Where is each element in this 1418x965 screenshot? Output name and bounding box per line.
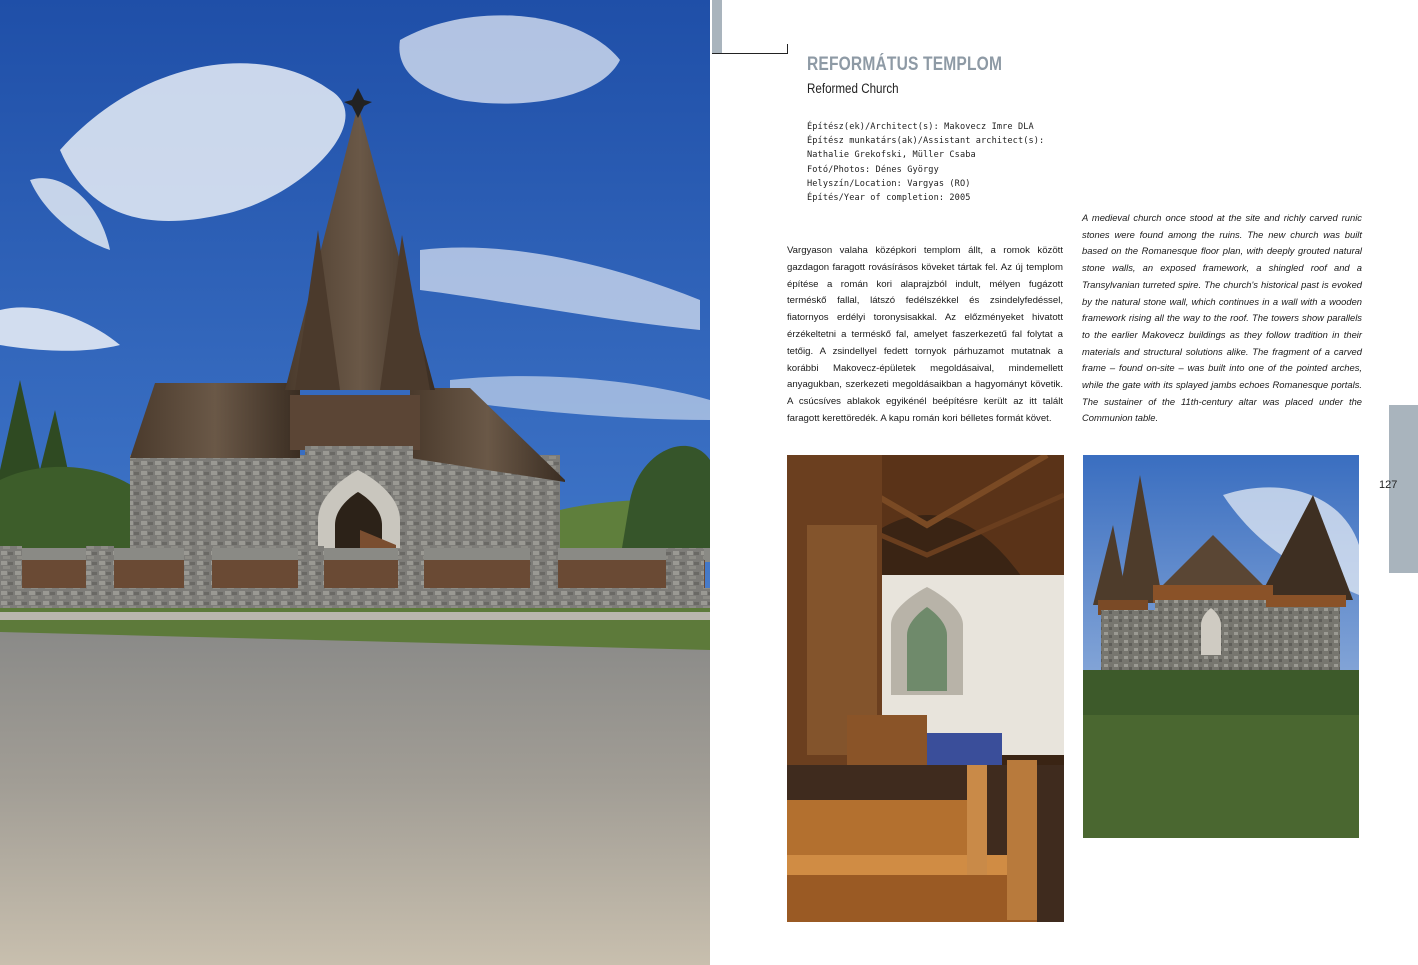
credit-year: Építés/Year of completion: 2005 xyxy=(807,193,971,204)
body-text-english: A medieval church once stood at the site and richly carved runic stones were found among the ruins. The new church was built based on the Romanesque floor plan, with deeply grouted natural stone walls, an exposed framework, a shingled roof and a Transylvanian turreted spire. The church's historical past is evoked by the natural stone wall, which continues in a wall with a wooden framework rising all the way to the roof. The towers show parallels to the earlier Makovecz buildings as they follow tradition in their materials and structural solutions alike. The fragment of a carved frame – found on-site – was built into one of the pointed arches, while the gate with its splayed jambs echoes Romanesque portals. The sustainer of the 11th-century altar was placed under the Communion table. xyxy=(1082,212,1362,424)
header-rule xyxy=(712,53,788,54)
church-interior-illustration xyxy=(787,455,1064,922)
credit-location: Helyszín/Location: Vargyas (RO) xyxy=(807,178,971,189)
church-side-illustration xyxy=(1083,455,1359,838)
page-subtitle: Reformed Church xyxy=(807,81,899,96)
credit-assistant-label: Építész munkatárs(ak)/Assistant architect(s): xyxy=(807,136,1045,147)
interior-photo xyxy=(787,455,1064,922)
exterior-side-photo xyxy=(1083,455,1359,838)
page-number: 127 xyxy=(1379,479,1398,491)
header-rule-tick xyxy=(787,44,788,54)
body-text-hungarian: Vargyason valaha középkori templom állt, a romok között gazdagon faragott rovásírásos köveket tártak fel. Az új templom építése a román kori alaprajzból indult, mélyen fugázott terméskő fallal, látszó fedélszékkel és zsindelyfedéssel, fiatornyos erdélyi toronysisakkal. Az előzményeket hivatott érzékeltetni a terméskő fal, amelyet faszerkezetű fal folytat a tetőig. A zsindellyel fedett tornyok párhuzamot mutatnak a korábbi Makovecz-épületek megoldásaival, mindemellett anyagukban, szerkezeti megoldásaikban a hagyományt követik. A csúcsíves ablakok egyikénél beépítésre került az itt talált faragott kerettöredék. A kapu román kori bélletes formát követ. xyxy=(787,245,1063,424)
page-title: REFORMÁTUS TEMPLOM xyxy=(807,54,1003,75)
credit-photos: Fotó/Photos: Dénes György xyxy=(807,164,939,175)
header-accent-tab xyxy=(712,0,722,53)
credit-architect: Építész(ek)/Architect(s): Makovecz Imre DLA xyxy=(807,122,1034,132)
credits-block xyxy=(807,120,1044,205)
credit-assistant-names: Nathalie Grekofski, Müller Csaba xyxy=(807,150,976,161)
